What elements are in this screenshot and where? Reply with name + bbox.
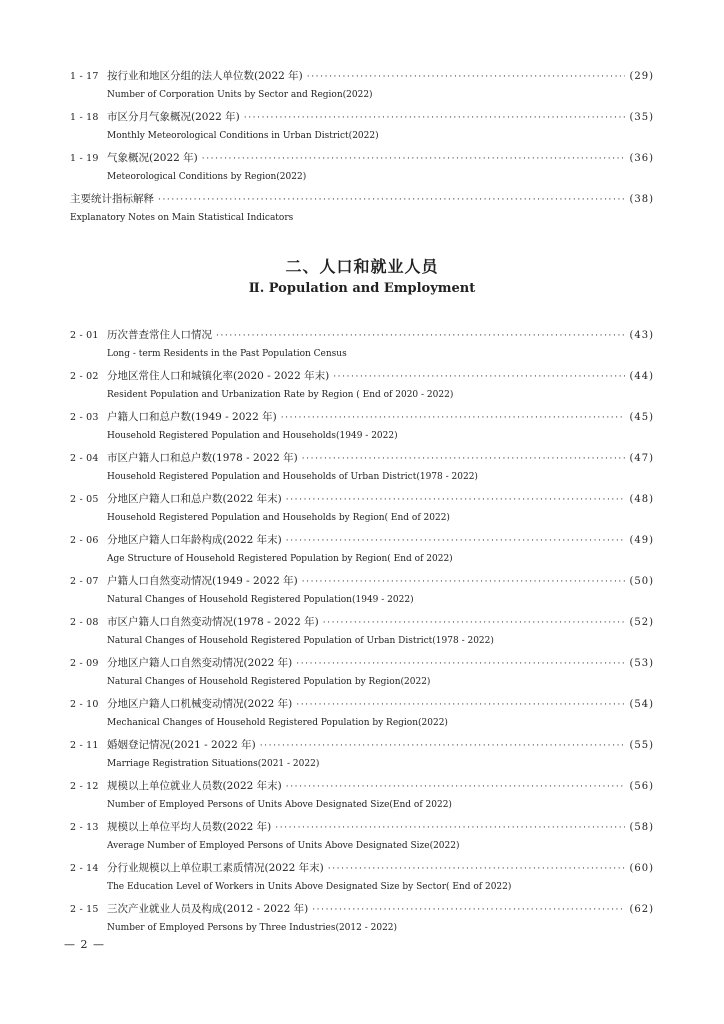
leader-dots bbox=[286, 531, 626, 551]
leader-dots bbox=[244, 108, 626, 128]
leader-dots bbox=[281, 408, 626, 428]
entry-title-cn: 按行业和地区分组的法人单位数(2022 年) bbox=[107, 70, 303, 82]
leader-dots bbox=[202, 149, 626, 169]
entry-number: 2 - 05 bbox=[70, 494, 99, 505]
toc-entry[interactable] bbox=[70, 571, 654, 612]
entry-title-cn: 市区分月气象概况(2022 年) bbox=[107, 111, 240, 123]
leader-dots bbox=[158, 190, 625, 210]
entry-title-en: Natural Changes of Household Registered Population(1949 - 2022) bbox=[107, 595, 414, 605]
toc-entry[interactable] bbox=[70, 325, 654, 366]
entry-number: 2 - 12 bbox=[70, 781, 99, 792]
toc-entry[interactable] bbox=[70, 366, 654, 407]
entry-title-cn: 婚姻登记情况(2021 - 2022 年) bbox=[107, 739, 256, 751]
entry-page: (62) bbox=[629, 904, 654, 915]
leader-dots bbox=[302, 449, 626, 469]
entry-page: (58) bbox=[629, 822, 654, 833]
entry-title-cn: 市区户籍人口自然变动情况(1978 - 2022 年) bbox=[107, 616, 319, 628]
entry-page: (48) bbox=[629, 494, 654, 505]
entry-page: (44) bbox=[629, 371, 654, 382]
entry-title-en: Average Number of Employed Persons of Units Above Designated Size(2022) bbox=[107, 841, 460, 851]
entry-title-en: The Education Level of Workers in Units Above Designated Size by Sector( End of 2022) bbox=[107, 882, 512, 892]
entry-number: 2 - 03 bbox=[70, 412, 99, 423]
entry-title-cn: 户籍人口和总户数(1949 - 2022 年) bbox=[107, 411, 277, 423]
entry-title-en: Number of Employed Persons of Units Above Designated Size(End of 2022) bbox=[107, 800, 452, 810]
entry-title-cn: 分行业规模以上单位职工素质情况(2022 年末) bbox=[107, 862, 324, 874]
entry-number: 2 - 02 bbox=[70, 371, 99, 382]
entry-title-en: Household Registered Population and Households of Urban District(1978 - 2022) bbox=[107, 472, 478, 482]
entry-page: (36) bbox=[629, 153, 654, 164]
entry-title-cn: 户籍人口自然变动情况(1949 - 2022 年) bbox=[107, 575, 298, 587]
notes-page: (38) bbox=[629, 194, 654, 205]
leader-dots bbox=[286, 490, 626, 510]
entry-title-en: Age Structure of Household Registered Population by Region( End of 2022) bbox=[107, 554, 453, 564]
entry-title-cn: 市区户籍人口和总户数(1978 - 2022 年) bbox=[107, 452, 298, 464]
entry-page: (43) bbox=[629, 330, 654, 341]
entry-title-cn: 分地区户籍人口机械变动情况(2022 年) bbox=[107, 698, 293, 710]
entry-number: 2 - 11 bbox=[70, 740, 99, 751]
entry-number: 2 - 01 bbox=[70, 330, 99, 341]
entry-title-en: Household Registered Population and Households by Region( End of 2022) bbox=[107, 513, 450, 523]
entry-title-cn: 历次普查常住人口情况 bbox=[107, 329, 212, 341]
entry-title-en: Household Registered Population and Households(1949 - 2022) bbox=[107, 431, 398, 441]
entry-number: 2 - 13 bbox=[70, 822, 99, 833]
toc-entry[interactable] bbox=[70, 148, 654, 189]
entry-number: 2 - 15 bbox=[70, 904, 99, 915]
entry-title-en: Natural Changes of Household Registered Population of Urban District(1978 - 2022) bbox=[107, 636, 494, 646]
leader-dots bbox=[312, 900, 625, 920]
toc-entry[interactable] bbox=[70, 899, 654, 940]
entry-number: 1 - 17 bbox=[70, 71, 99, 82]
entry-title-en: Resident Population and Urbanization Rate by Region ( End of 2020 - 2022) bbox=[107, 390, 454, 400]
entry-title-cn: 规模以上单位平均人员数(2022 年) bbox=[107, 821, 272, 833]
entry-title-en: Meteorological Conditions by Region(2022) bbox=[107, 172, 307, 182]
toc-entry[interactable] bbox=[70, 407, 654, 448]
toc-entry[interactable] bbox=[70, 107, 654, 148]
entry-title-cn: 分地区户籍人口年龄构成(2022 年末) bbox=[107, 534, 282, 546]
notes-title-en: Explanatory Notes on Main Statistical Indicators bbox=[70, 213, 294, 223]
entry-number: 2 - 08 bbox=[70, 617, 99, 628]
entry-title-en: Mechanical Changes of Household Registered Population by Region(2022) bbox=[107, 718, 448, 728]
toc-top-block bbox=[70, 66, 654, 230]
leader-dots bbox=[328, 859, 626, 879]
notes-title-cn: 主要统计指标解释 bbox=[70, 193, 154, 205]
entry-number: 1 - 18 bbox=[70, 112, 99, 123]
leader-dots bbox=[307, 67, 626, 87]
entry-page: (50) bbox=[629, 576, 654, 587]
entry-page: (45) bbox=[629, 412, 654, 423]
leader-dots bbox=[302, 572, 626, 592]
toc-entry[interactable] bbox=[70, 448, 654, 489]
toc-entry[interactable] bbox=[70, 776, 654, 817]
toc-entry[interactable] bbox=[70, 489, 654, 530]
entry-title-en: Number of Employed Persons by Three Industries(2012 - 2022) bbox=[107, 923, 398, 933]
leader-dots bbox=[286, 777, 626, 797]
toc-entry[interactable] bbox=[70, 858, 654, 899]
entry-page: (47) bbox=[629, 453, 654, 464]
leader-dots bbox=[333, 367, 625, 387]
toc-entry[interactable] bbox=[70, 612, 654, 653]
leader-dots bbox=[323, 613, 626, 633]
entry-number: 2 - 09 bbox=[70, 658, 99, 669]
entry-number: 2 - 04 bbox=[70, 453, 99, 464]
entry-title-cn: 气象概况(2022 年) bbox=[107, 152, 198, 164]
entry-title-en: Marriage Registration Situations(2021 - 2022) bbox=[107, 759, 320, 769]
leader-dots bbox=[296, 654, 625, 674]
entry-title-cn: 分地区户籍人口自然变动情况(2022 年) bbox=[107, 657, 293, 669]
entry-title-en: Long - term Residents in the Past Population Census bbox=[107, 349, 347, 359]
entry-title-en: Monthly Meteorological Conditions in Urban District(2022) bbox=[107, 131, 379, 141]
toc-entry[interactable] bbox=[70, 694, 654, 735]
entry-page: (55) bbox=[629, 740, 654, 751]
leader-dots bbox=[216, 326, 625, 346]
entry-number: 2 - 06 bbox=[70, 535, 99, 546]
leader-dots bbox=[260, 736, 626, 756]
toc-section-block bbox=[70, 325, 654, 940]
entry-page: (52) bbox=[629, 617, 654, 628]
entry-title-cn: 分地区常住人口和城镇化率(2020 - 2022 年末) bbox=[107, 370, 330, 382]
page-number: — 2 — bbox=[64, 938, 105, 951]
entry-page: (29) bbox=[629, 71, 654, 82]
entry-page: (49) bbox=[629, 535, 654, 546]
toc-entry[interactable] bbox=[70, 653, 654, 694]
section-title-cn: 二、人口和就业人员 bbox=[285, 257, 439, 276]
section-title-en: Ⅱ. Population and Employment bbox=[248, 281, 476, 296]
entry-title-en: Number of Corporation Units by Sector and Region(2022) bbox=[107, 90, 373, 100]
entry-title-cn: 规模以上单位就业人员数(2022 年末) bbox=[107, 780, 282, 792]
toc-entry[interactable] bbox=[70, 66, 654, 107]
entry-title-en: Natural Changes of Household Registered Population by Region(2022) bbox=[107, 677, 431, 687]
entry-number: 2 - 10 bbox=[70, 699, 99, 710]
toc-entry[interactable] bbox=[70, 735, 654, 776]
entry-title-cn: 分地区户籍人口和总户数(2022 年末) bbox=[107, 493, 282, 505]
toc-notes-entry[interactable] bbox=[70, 189, 654, 230]
entry-page: (60) bbox=[629, 863, 654, 874]
entry-page: (56) bbox=[629, 781, 654, 792]
entry-page: (53) bbox=[629, 658, 654, 669]
entry-number: 2 - 07 bbox=[70, 576, 99, 587]
entry-title-cn: 三次产业就业人员及构成(2012 - 2022 年) bbox=[107, 903, 309, 915]
entry-page: (54) bbox=[629, 699, 654, 710]
entry-page: (35) bbox=[629, 112, 654, 123]
entry-number: 2 - 14 bbox=[70, 863, 99, 874]
leader-dots bbox=[275, 818, 625, 838]
leader-dots bbox=[296, 695, 625, 715]
toc-entry[interactable] bbox=[70, 530, 654, 571]
toc-entry[interactable] bbox=[70, 817, 654, 858]
entry-number: 1 - 19 bbox=[70, 153, 99, 164]
